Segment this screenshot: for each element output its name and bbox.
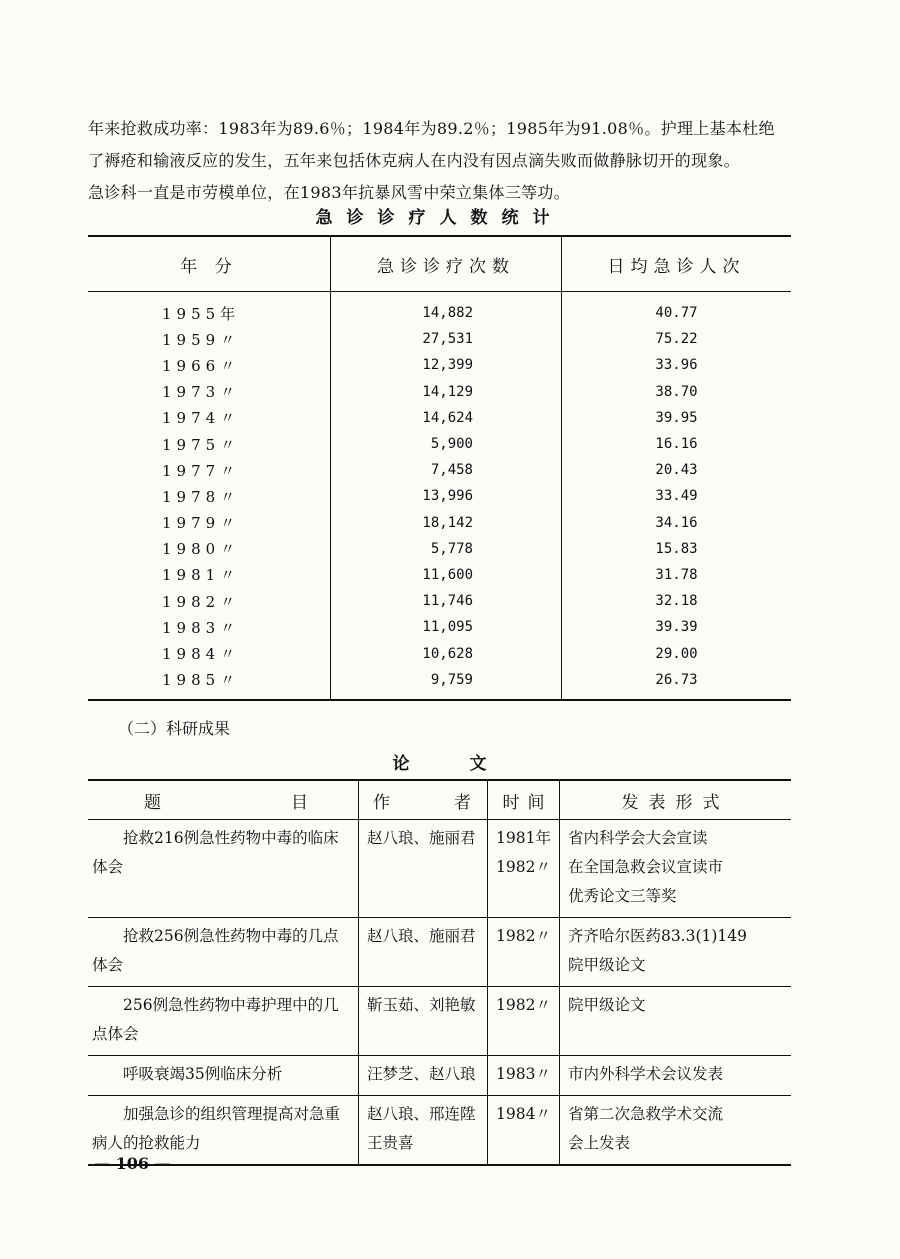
form-cell-line: 齐齐哈尔医药83.3(1)149 [567,927,748,945]
topic-cell: 加强急诊的组织管理提高对急重病人的抢救能力 [92,1105,341,1152]
header-text: 者 [454,792,471,813]
year-cell: 1980〃 [162,540,241,559]
section-heading: （二）科研成果 [118,719,231,738]
visits-cell: 7,458 [331,457,562,483]
time-cell-line: 1982〃 [496,996,551,1014]
daily-avg-cell: 75.22 [655,331,698,348]
year-cell: 1979〃 [162,514,241,533]
topic-cell: 呼吸衰竭35例临床分析 [88,1056,359,1096]
author-cell-line: 赵八琅、施丽君 [367,829,476,847]
table-row [88,510,791,536]
table-row [88,918,791,987]
table-row [88,562,791,588]
year-cell: 1973〃 [162,383,241,402]
time-cell [488,918,560,987]
papers-table-title: 论文 [392,754,547,774]
form-cell-line: 院甲级论文 [567,996,646,1014]
daily-avg-cell: 15.83 [655,540,698,557]
table-row [88,1056,791,1096]
visits-cell: 5,900 [331,431,562,457]
intro-line: 急诊科一直是市劳模单位，在1983年抗暴风雪中荣立集体三等功。 [88,183,571,202]
visits-cell: 11,746 [331,588,562,614]
year-cell: 1959〃 [162,330,241,349]
year-cell: 1974〃 [162,409,241,428]
form-cell-line: 优秀论文三等奖 [567,887,677,905]
visits-cell: 11,600 [331,562,562,588]
table-row [88,405,791,431]
visits-cell: 10,628 [331,640,562,666]
time-cell [488,820,560,918]
author-cell [359,1056,488,1096]
author-cell [359,820,488,918]
emergency-stats-table [88,235,791,701]
time-cell [488,1096,560,1166]
header-text: 发表形式 [621,792,730,813]
author-cell [359,987,488,1056]
table-row [88,379,791,405]
table-row [88,614,791,640]
year-cell: 1978〃 [162,487,241,506]
header-text: 目 [291,792,308,813]
author-cell [359,1096,488,1166]
daily-avg-cell: 20.43 [655,462,698,479]
time-cell-line: 1982〃 [496,927,551,945]
page-number: — 106 — [94,1154,171,1173]
daily-avg-cell: 32.18 [655,593,698,610]
form-cell [559,1056,791,1096]
daily-avg-cell: 29.00 [655,645,698,662]
year-cell: 1985〃 [162,671,241,690]
header-text: 作 [373,792,390,813]
time-cell [488,1056,560,1096]
column-header-author [359,780,488,820]
column-header-form [559,780,791,820]
year-cell: 1975〃 [162,435,241,454]
author-cell-line: 赵八琅、邢连陞 [367,1105,476,1123]
intro-line: 年来抢救成功率：1983年为89.6％；1984年为89.2％；1985年为91.08％。护理上基本杜绝 [88,119,775,138]
author-cell-line: 汪梦芝、赵八琅 [367,1065,476,1083]
table-row [88,292,791,327]
year-cell: 1955年 [162,304,241,323]
form-cell [559,820,791,918]
visits-cell: 27,531 [331,326,562,352]
form-cell-line: 会上发表 [567,1134,630,1152]
column-header-time [488,780,560,820]
visits-cell: 14,129 [331,379,562,405]
form-cell-line: 市内外科学术会议发表 [567,1065,723,1083]
visits-cell: 18,142 [331,510,562,536]
table-row [88,431,791,457]
column-header-year: 年 分 [88,236,331,292]
intro-line: 了褥疮和输液反应的发生，五年来包括休克病人在内没有因点滴失败而做静脉切开的现象。 [88,151,741,170]
time-cell-line: 1984〃 [496,1105,551,1123]
daily-avg-cell: 39.95 [655,409,698,426]
table-row [88,640,791,666]
form-cell-line: 省内科学会大会宣读 [567,829,708,847]
author-cell [359,918,488,987]
daily-avg-cell: 39.39 [655,619,698,636]
year-cell: 1981〃 [162,566,241,585]
form-cell-line: 在全国急救会议宣读市 [567,858,723,876]
column-header-daily-avg: 日均急诊人次 [562,236,792,292]
year-cell: 1982〃 [162,592,241,611]
daily-avg-cell: 31.78 [655,566,698,583]
table-row [88,667,791,700]
visits-cell: 12,399 [331,352,562,378]
visits-cell: 14,624 [331,405,562,431]
form-cell-line: 省第二次急救学术交流 [567,1105,723,1123]
table-row [88,536,791,562]
year-cell: 1977〃 [162,461,241,480]
header-text: 时间 [502,792,553,813]
time-cell-line: 1983〃 [496,1065,551,1083]
topic-cell: 256例急性药物中毒护理中的几点体会 [88,987,359,1056]
form-cell [559,987,791,1056]
daily-avg-cell: 16.16 [655,436,698,453]
table-header-row [88,236,791,292]
visits-cell: 14,882 [331,292,562,327]
header-text: 题 [144,792,161,813]
topic-cell: 抢救216例急性药物中毒的临床体会 [88,820,359,918]
table-row [88,352,791,378]
year-cell: 1983〃 [162,618,241,637]
daily-avg-cell: 40.77 [655,305,698,322]
daily-avg-cell: 33.96 [655,357,698,374]
topic-cell: 抢救256例急性药物中毒的几点体会 [88,918,359,987]
table-row [88,483,791,509]
year-cell: 1966〃 [162,356,241,375]
visits-cell: 9,759 [331,667,562,700]
daily-avg-cell: 33.49 [655,488,698,505]
table-row [88,588,791,614]
visits-cell: 13,996 [331,483,562,509]
time-cell-line: 1982〃 [496,858,551,876]
daily-avg-cell: 38.70 [655,383,698,400]
intro-paragraph [88,113,808,209]
author-cell-line: 靳玉茹、刘艳敏 [367,996,476,1014]
table-row [88,1096,791,1166]
form-cell [559,918,791,987]
table-header-row [88,780,791,820]
table-row [88,457,791,483]
table-row [88,987,791,1056]
column-header-topic [88,780,359,820]
daily-avg-cell: 34.16 [655,514,698,531]
author-cell-line: 王贵喜 [367,1134,414,1152]
emergency-stats-title: 急诊诊疗人数统计 [315,208,564,228]
daily-avg-cell: 26.73 [655,671,698,688]
column-header-visits: 急诊诊疗次数 [331,236,562,292]
time-cell-line: 1981年 [496,829,551,847]
author-cell-line: 赵八琅、施丽君 [367,927,476,945]
visits-cell: 5,778 [331,536,562,562]
visits-cell: 11,095 [331,614,562,640]
year-cell: 1984〃 [162,645,241,664]
table-row [88,820,791,918]
time-cell [488,987,560,1056]
form-cell-line: 院甲级论文 [567,956,646,974]
papers-table [88,779,791,1166]
table-row [88,326,791,352]
form-cell [559,1096,791,1166]
